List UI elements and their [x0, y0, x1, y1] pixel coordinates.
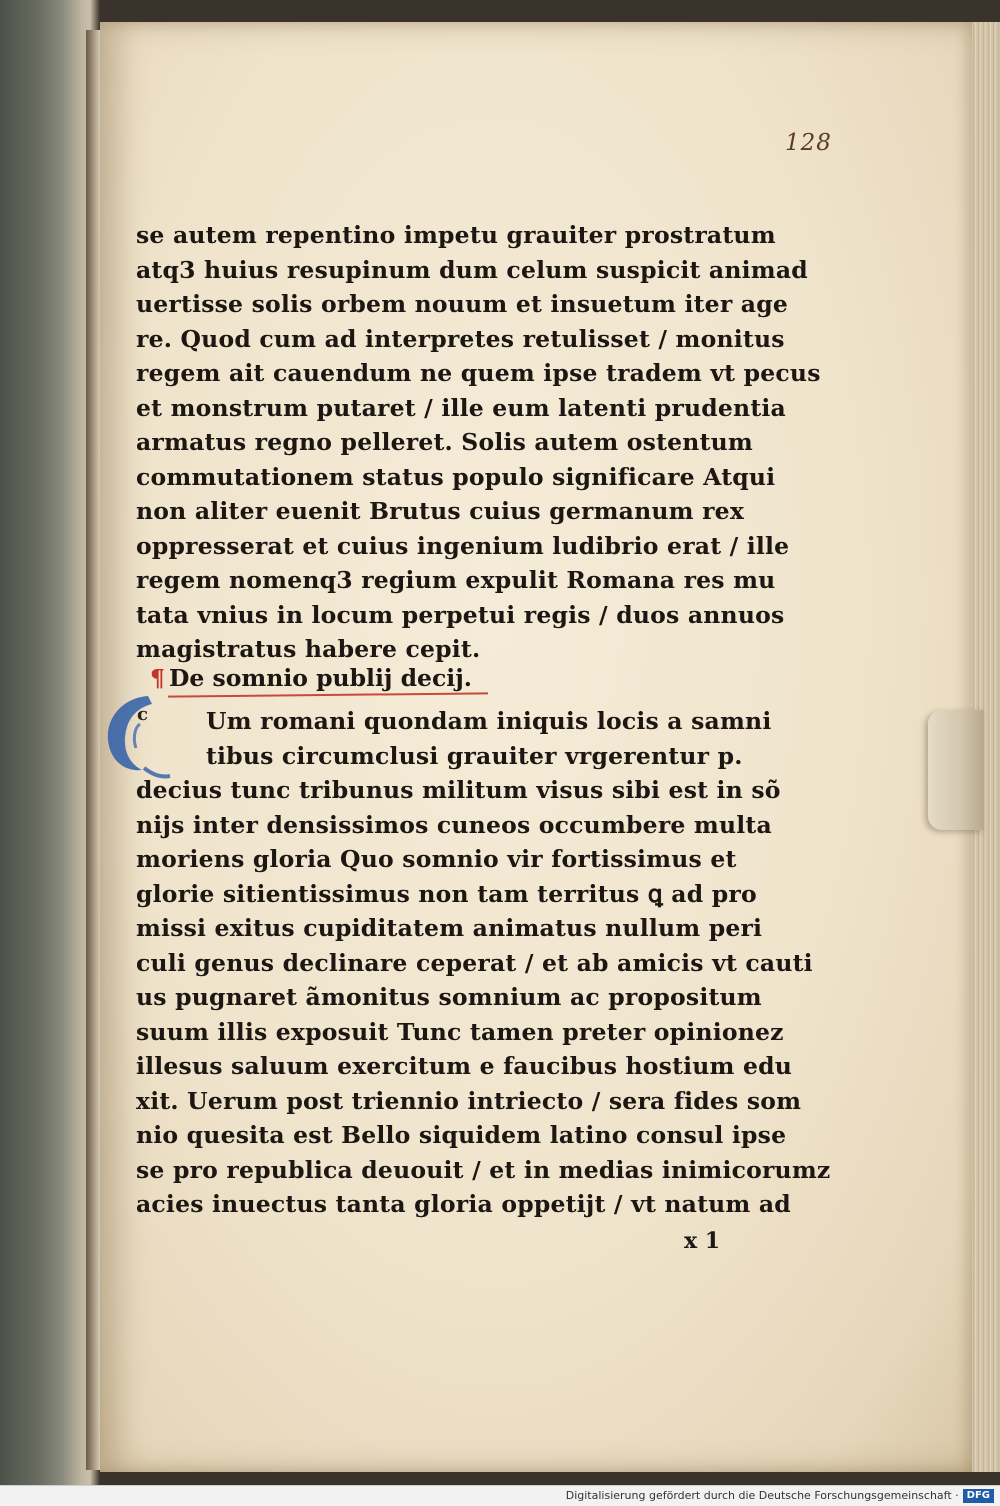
footer-credit: Digitalisierung gefördert durch die Deutsche Forschungsgemeinschaft ·: [565, 1489, 959, 1502]
text-line: regem nomenq3 regium expulit Romana res mu: [136, 566, 776, 594]
guide-letter: c: [137, 704, 148, 725]
text-line: uertisse solis orbem nouum et insuetum iter age: [136, 290, 788, 318]
text-line: illesus saluum exercitum e faucibus hostium edu: [136, 1052, 793, 1080]
text-line: atq3 huius resupinum dum celum suspicit animad: [136, 255, 808, 284]
text-line: tibus circumclusi grauiter vrgerentur p.: [206, 741, 743, 770]
text-block-2: [136, 704, 831, 1222]
text-line: nio quesita est Bello siquidem latino consul ipse: [136, 1121, 787, 1149]
text-line: xit. Uerum post triennio intriecto / sera fides som: [136, 1086, 802, 1115]
text-line: re. Quod cum ad interpretes retulisset / monitus: [136, 324, 785, 353]
folio-number: 128: [785, 130, 832, 156]
text-line: suum illis exposuit Tunc tamen preter opinionez: [136, 1017, 784, 1046]
text-line: glorie sitientissimus non tam territus ꝗ ad pro: [136, 879, 757, 908]
text-line: se pro republica deuouit / et in medias inimicorumz: [136, 1155, 831, 1184]
text-line: missi exitus cupiditatem animatus nullum peri: [136, 914, 763, 942]
text-line: magistratus habere cepit.: [136, 635, 481, 663]
text-line: non aliter euenit Brutus cuius germanum rex: [136, 497, 745, 525]
text-line: acies inuectus tanta gloria oppetijt / vt natum ad: [136, 1190, 791, 1218]
dfg-logo-icon: DFG: [963, 1489, 994, 1503]
page-clip: [928, 710, 984, 830]
text-line: nijs inter densissimos cuneos occumbere multa: [136, 810, 772, 839]
text-line: decius tunc tribunus militum visus sibi est in sõ: [136, 776, 781, 804]
text-line: et monstrum putaret / ille eum latenti prudentia: [136, 393, 786, 422]
pilcrow-mark: ¶: [150, 664, 165, 692]
text-line: us pugnaret ãmonitus somnium ac propositum: [136, 983, 762, 1011]
text-line: regem ait cauendum ne quem ipse tradem vt pecus: [136, 359, 821, 387]
text-line: Um romani quondam iniquis locis a samni: [206, 707, 772, 735]
text-line: moriens gloria Quo somnio vir fortissimus et: [136, 845, 737, 873]
text-line: armatus regno pelleret. Solis autem ostentum: [136, 428, 753, 456]
text-line: oppresserat et cuius ingenium ludibrio erat / ille: [136, 531, 790, 560]
text-line: tata vnius in locum perpetui regis / duos annuos: [136, 600, 785, 629]
chapter-heading: [150, 664, 472, 692]
digitization-footer: [0, 1485, 1000, 1506]
text-block-1: [136, 218, 821, 667]
text-line: culi genus declinare ceperat / et ab amicis vt cauti: [136, 948, 813, 977]
signature-mark: x 1: [684, 1228, 721, 1254]
text-line: commutationem status populo significare Atqui: [136, 462, 776, 491]
heading-text: De somnio publij decij.: [168, 664, 472, 692]
text-line: se autem repentino impetu grauiter prostratum: [136, 221, 776, 249]
